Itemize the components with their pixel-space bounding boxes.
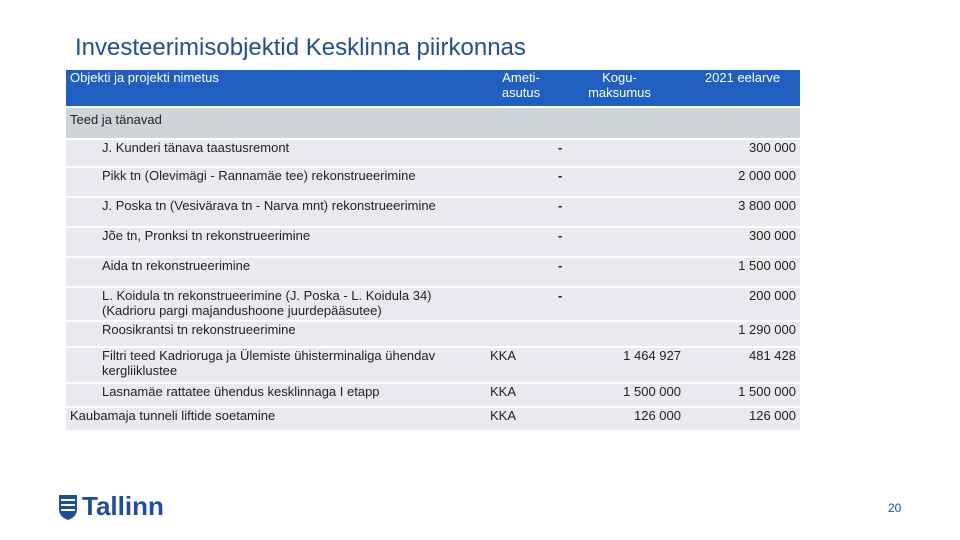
row-eelarve: 300 000 — [685, 140, 800, 166]
row-name: L. Koidula tn rekonstrueerimine (J. Poska - L. Koidula 34) (Kadrioru pargi majandushoone juurdepääsutee) — [66, 288, 488, 320]
table-row — [66, 408, 800, 430]
row-name: Pikk tn (Olevimägi - Rannamäe tee) rekonstrueerimine — [66, 168, 488, 196]
row-ametiasutus: KKA — [488, 408, 554, 430]
table-row — [66, 258, 800, 286]
row-name: J. Kunderi tänava taastusremont — [66, 140, 488, 166]
row-name: Kaubamaja tunneli liftide soetamine — [66, 408, 488, 430]
row-kogumaksumus: 1 500 000 — [554, 384, 685, 406]
row-kogumaksumus — [554, 322, 685, 346]
table-row — [66, 288, 800, 320]
row-name: Filtri teed Kadrioruga ja Ülemiste ühisterminaliga ühendav kergliiklustee — [66, 348, 488, 382]
row-kogumaksumus: 126 000 — [554, 408, 685, 430]
row-kogumaksumus: - — [554, 258, 685, 286]
row-name: Roosikrantsi tn rekonstrueerimine — [66, 322, 488, 346]
table-row — [66, 228, 800, 256]
row-eelarve: 1 500 000 — [685, 384, 800, 406]
row-ametiasutus: KKA — [488, 348, 554, 382]
row-kogumaksumus: - — [554, 168, 685, 196]
section-row — [66, 108, 800, 138]
table-row — [66, 384, 800, 406]
row-ametiasutus — [488, 258, 554, 286]
page-number: 20 — [888, 501, 902, 515]
row-ametiasutus — [488, 198, 554, 226]
budget-table — [66, 68, 800, 432]
row-eelarve: 126 000 — [685, 408, 800, 430]
table-row — [66, 348, 800, 382]
row-ametiasutus: KKA — [488, 384, 554, 406]
row-name: Jõe tn, Pronksi tn rekonstrueerimine — [66, 228, 488, 256]
row-eelarve: 1 500 000 — [685, 258, 800, 286]
header-name: Objekti ja projekti nimetus — [66, 70, 488, 106]
table-row — [66, 168, 800, 196]
header-eelarve: 2021 eelarve — [685, 70, 800, 106]
row-kogumaksumus: 1 464 927 — [554, 348, 685, 382]
table-row — [66, 140, 800, 166]
header-ametiasutus: Ameti- asutus — [488, 70, 554, 106]
row-ametiasutus — [488, 288, 554, 320]
row-ametiasutus — [488, 140, 554, 166]
section-label: Teed ja tänavad — [66, 108, 488, 138]
header-kogumaksumus: Kogu- maksumus — [554, 70, 685, 106]
logo-text: Tallinn — [82, 491, 164, 521]
row-ametiasutus — [488, 228, 554, 256]
row-eelarve: 1 290 000 — [685, 322, 800, 346]
row-kogumaksumus: - — [554, 288, 685, 320]
row-ametiasutus — [488, 168, 554, 196]
row-name: J. Poska tn (Vesivärava tn - Narva mnt) rekonstrueerimine — [66, 198, 488, 226]
row-eelarve: 3 800 000 — [685, 198, 800, 226]
row-kogumaksumus: - — [554, 198, 685, 226]
row-eelarve: 481 428 — [685, 348, 800, 382]
table-header-row — [66, 70, 800, 106]
row-ametiasutus — [488, 322, 554, 346]
row-kogumaksumus: - — [554, 228, 685, 256]
row-kogumaksumus: - — [554, 140, 685, 166]
page-title: Investeerimisobjektid Kesklinna piirkonnas — [75, 34, 526, 61]
table-row — [66, 198, 800, 226]
row-name: Aida tn rekonstrueerimine — [66, 258, 488, 286]
row-eelarve: 200 000 — [685, 288, 800, 320]
tallinn-crest-icon — [58, 493, 78, 521]
row-name: Lasnamäe rattatee ühendus kesklinnaga I etapp — [66, 384, 488, 406]
table-row — [66, 322, 800, 346]
row-eelarve: 2 000 000 — [685, 168, 800, 196]
tallinn-logo — [58, 491, 164, 522]
row-eelarve: 300 000 — [685, 228, 800, 256]
